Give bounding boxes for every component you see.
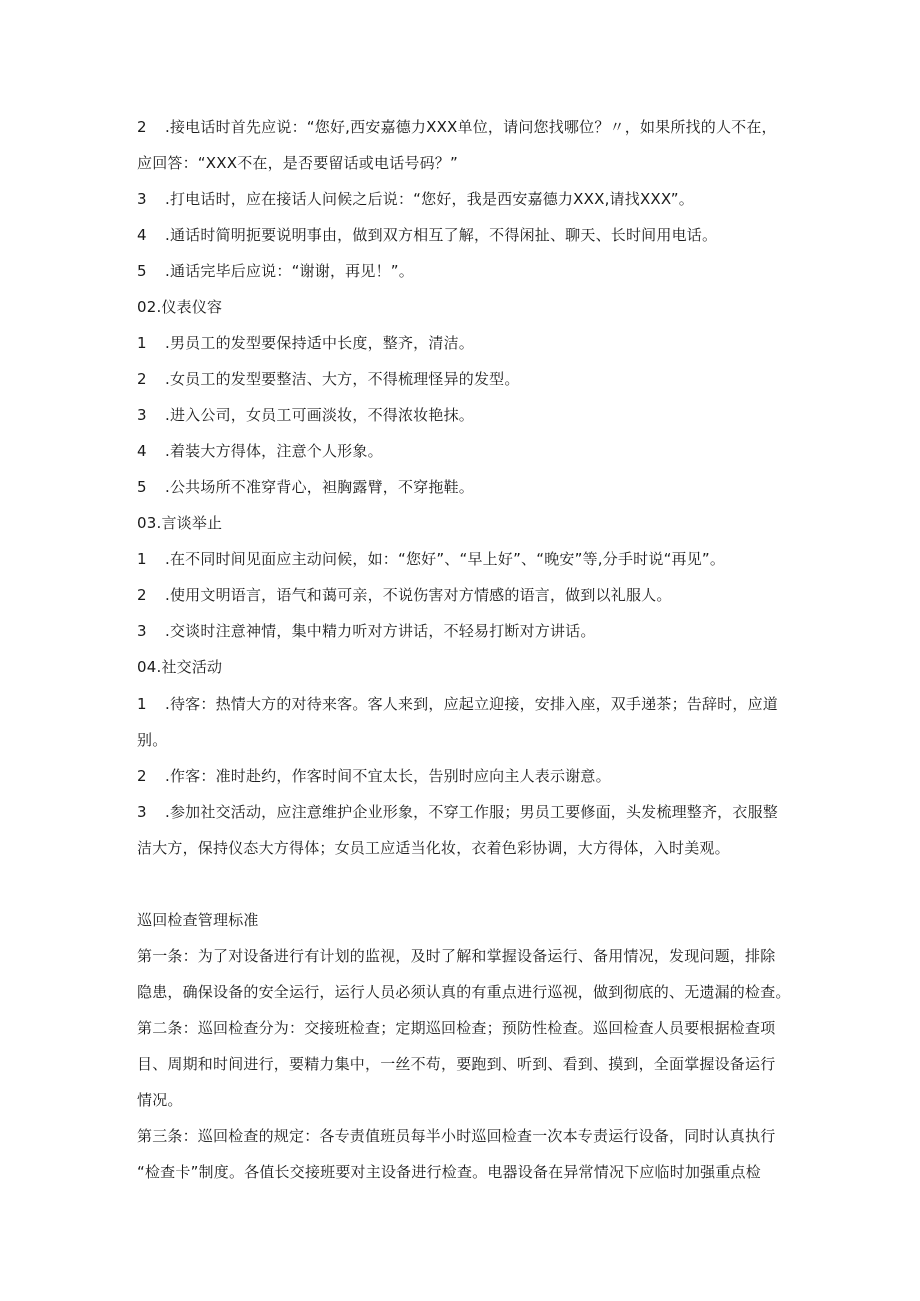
list-item-continuation — [137, 838, 797, 858]
item-number: 2 — [137, 767, 147, 785]
item-text: .通话完毕后应说：“谢谢，再见！”。 — [165, 262, 414, 280]
item-number: 2 — [137, 118, 147, 136]
list-item — [137, 333, 797, 353]
list-item — [137, 802, 797, 822]
paragraph-line — [137, 153, 797, 173]
list-item — [137, 477, 797, 497]
item-text: .男员工的发型要保持适中长度，整齐，清洁。 — [165, 334, 474, 352]
section-heading: 04.社交活动 — [137, 658, 223, 676]
item-text: .待客：热情大方的对待来客。客人来到，应起立迎接，安排入座，双手递茶；告辞时，应道 — [165, 695, 778, 713]
article-line: 隐患，确保设备的安全运行，运行人员必须认真的有重点进行巡视，做到彻底的、无遗漏的检查。 — [137, 983, 791, 1001]
item-text: .进入公司，女员工可画淡妆，不得浓妆艳抹。 — [165, 406, 474, 424]
item-text: .女员工的发型要整洁、大方，不得梳理怪异的发型。 — [165, 370, 520, 388]
article-line: 第二条：巡回检查分为：交接班检查；定期巡回检查；预防性检查。巡回检查人员要根据检查项 — [137, 1019, 776, 1037]
item-text: .打电话时，应在接话人问候之后说：“您好，我是西安嘉德力XXX,请找XXX”。 — [165, 190, 694, 208]
item-number: 2 — [137, 370, 147, 388]
item-number: 5 — [137, 478, 147, 496]
list-item — [137, 621, 797, 641]
item-text: .作客：准时赴约，作客时间不宜太长，告别时应向主人表示谢意。 — [165, 767, 611, 785]
article-line: 第三条：巡回检查的规定：各专责值班员每半小时巡回检查一次本专责运行设备，同时认真执行 — [137, 1127, 776, 1145]
list-item — [137, 369, 797, 389]
article-line: 目、周期和时间进行，要精力集中，一丝不苟，要跑到、听到、看到、摸到，全面掌握设备运行 — [137, 1055, 776, 1073]
item-text: 别。 — [137, 731, 168, 749]
item-number: 3 — [137, 622, 147, 640]
document-title: 巡回检查管理标准 — [137, 911, 259, 929]
list-item — [137, 766, 797, 786]
list-item — [137, 585, 797, 605]
item-number: 3 — [137, 803, 147, 821]
item-number: 3 — [137, 406, 147, 424]
item-number: 5 — [137, 262, 147, 280]
list-item — [137, 549, 797, 569]
paragraph-line — [137, 261, 797, 281]
item-text: .参加社交活动，应注意维护企业形象，不穿工作服；男员工要修面，头发梳理整齐，衣服整 — [165, 803, 778, 821]
item-text: 洁大方，保持仪态大方得体；女员工应适当化妆，衣着色彩协调，大方得体，入时美观。 — [137, 839, 730, 857]
item-number: 2 — [137, 586, 147, 604]
item-text: .在不同时间见面应主动问候，如：“您好”、“早上好”、“晚安”等,分手时说“再见”。 — [165, 550, 726, 568]
item-text: .着装大方得体，注意个人形象。 — [165, 442, 383, 460]
paragraph-line — [137, 117, 797, 137]
item-text: .使用文明语言，语气和蔼可亲，不说伤害对方情感的语言，做到以礼服人。 — [165, 586, 672, 604]
item-text: .公共场所不准穿背心，袒胸露臂，不穿拖鞋。 — [165, 478, 474, 496]
item-number: 1 — [137, 334, 147, 352]
list-item-continuation — [137, 730, 797, 750]
item-text: .接电话时首先应说：“您好,西安嘉德力XXX单位，请问您找哪位？〃，如果所找的人不在， — [165, 118, 777, 136]
list-item — [137, 405, 797, 425]
item-number: 4 — [137, 442, 147, 460]
item-text: 应回答：“XXX不在，是否要留话或电话号码？” — [137, 154, 458, 172]
section-heading: 03.言谈举止 — [137, 514, 223, 532]
list-item — [137, 441, 797, 461]
article-line: “检查卡”制度。各值长交接班要对主设备进行检查。电器设备在异常情况下应临时加强重点检 — [137, 1163, 761, 1181]
section-heading: 02.仪表仪容 — [137, 298, 223, 316]
item-text: .通话时简明扼要说明事由，做到双方相互了解，不得闲扯、聊天、长时间用电话。 — [165, 226, 718, 244]
item-text: .交谈时注意神情，集中精力听对方讲话，不轻易打断对方讲话。 — [165, 622, 596, 640]
item-number: 3 — [137, 190, 147, 208]
list-item — [137, 694, 797, 714]
item-number: 1 — [137, 550, 147, 568]
item-number: 1 — [137, 695, 147, 713]
article-line: 情况。 — [137, 1091, 183, 1109]
article-line: 第一条：为了对设备进行有计划的监视，及时了解和掌握设备运行、备用情况，发现问题，排除 — [137, 947, 776, 965]
paragraph-line — [137, 225, 797, 245]
paragraph-line — [137, 189, 797, 209]
item-number: 4 — [137, 226, 147, 244]
